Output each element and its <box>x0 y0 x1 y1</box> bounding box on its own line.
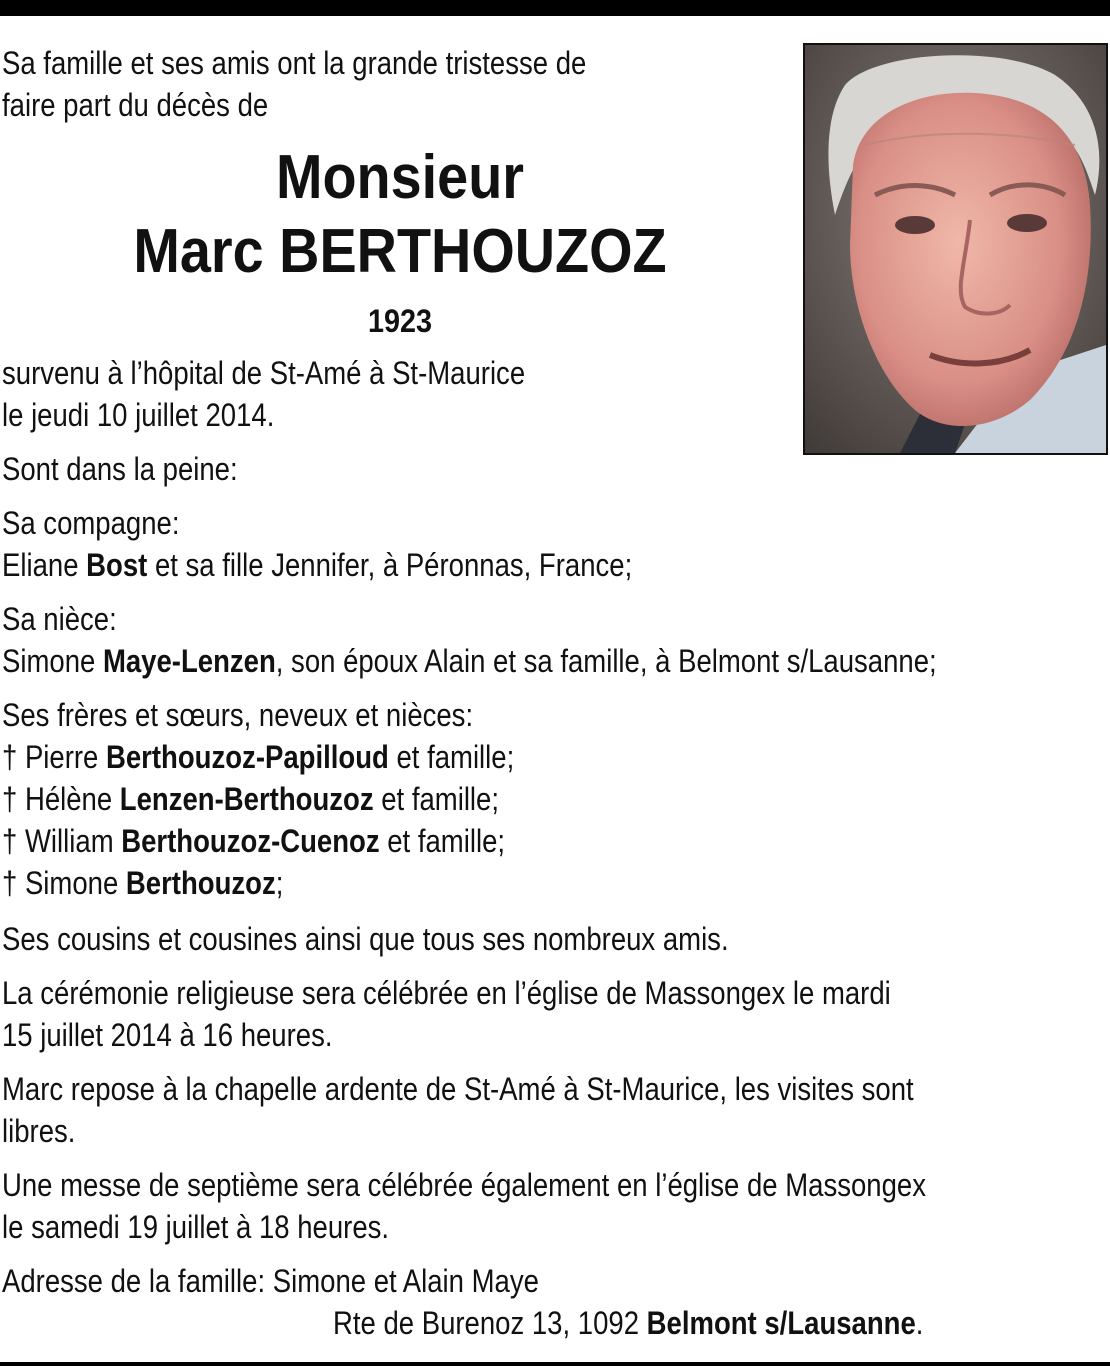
death-line-1: survenu à l’hôpital de St-Amé à St-Maurice <box>2 355 526 391</box>
companion-surname: Bost <box>86 547 148 583</box>
mourners-intro: Sont dans la peine: <box>2 451 238 487</box>
address-city: Belmont s/Lausanne <box>646 1305 916 1341</box>
siblings-heading: Ses frères et sœurs, neveux et nièces: <box>2 697 474 733</box>
niece-heading: Sa nièce: <box>2 601 117 637</box>
address-line-1 <box>2 1260 539 1302</box>
address-name: Simone et Alain Maye <box>272 1263 539 1299</box>
mass-line-2: le samedi 19 juillet à 18 heures. <box>2 1209 390 1245</box>
death-line-2: le jeudi 10 juillet 2014. <box>2 397 275 433</box>
ceremony-line-2: 15 juillet 2014 à 16 heures. <box>2 1017 333 1053</box>
birth-year: 1923 <box>367 303 433 339</box>
bottom-rule <box>0 1362 1110 1366</box>
top-rule <box>0 0 1110 16</box>
intro-line-1: Sa famille et ses amis ont la grande tristesse de <box>2 45 587 81</box>
companion-heading: Sa compagne: <box>2 505 180 541</box>
rest-line-2: libres. <box>2 1113 76 1149</box>
niece-surname: Maye-Lenzen <box>102 643 276 679</box>
deceased-title: Monsieur <box>275 143 525 212</box>
address-label: Adresse de la famille: <box>2 1263 266 1299</box>
niece-line: Simone Maye-Lenzen, son époux Alain et sa famille, à Belmont s/Lausanne; <box>2 643 937 679</box>
portrait-photo <box>803 43 1108 455</box>
cousins-line: Ses cousins et cousines ainsi que tous ses nombreux amis. <box>2 921 729 957</box>
rest-line-1: Marc repose à la chapelle ardente de St-Amé à St-Maurice, les visites sont <box>2 1071 914 1107</box>
sibling-item: † Pierre Berthouzoz-Papilloud et famille; <box>2 739 515 775</box>
mass-line-1: Une messe de septième sera célébrée également en l’église de Massongex <box>2 1167 926 1203</box>
sibling-item: † William Berthouzoz-Cuenoz et famille; <box>2 823 506 859</box>
sibling-item: † Simone Berthouzoz; <box>2 865 284 901</box>
deceased-name: Marc BERTHOUZOZ <box>133 217 667 286</box>
address-line-2: Rte de Burenoz 13, 1092 Belmont s/Lausanne. <box>333 1305 924 1341</box>
companion-line: Eliane Bost et sa fille Jennifer, à Péronnas, France; <box>2 547 633 583</box>
ceremony-line-1: La cérémonie religieuse sera célébrée en l’église de Massongex le mardi <box>2 975 891 1011</box>
intro-line-2: faire part du décès de <box>2 87 269 123</box>
sibling-item: † Hélène Lenzen-Berthouzoz et famille; <box>2 781 499 817</box>
